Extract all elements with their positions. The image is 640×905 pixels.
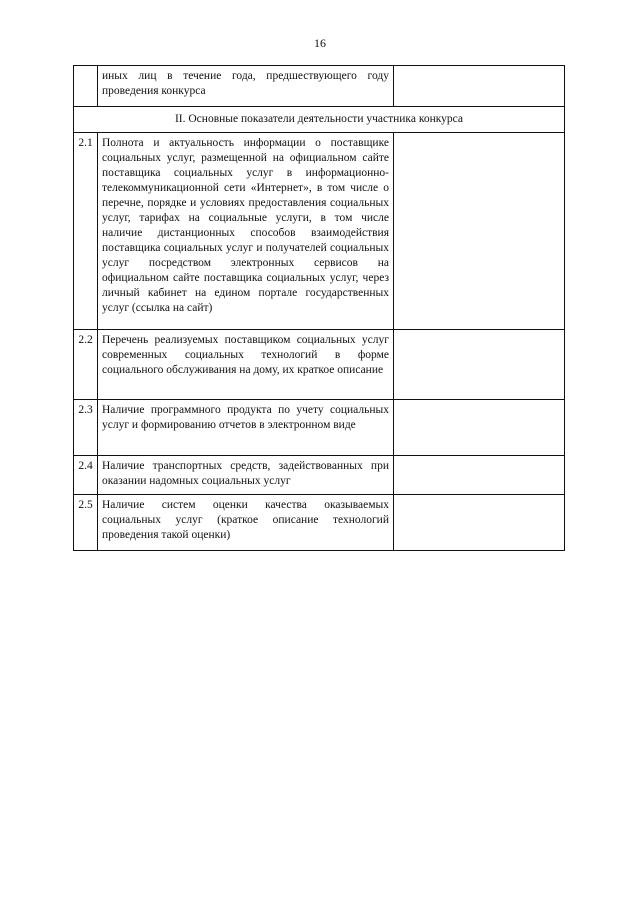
section-heading: II. Основные показатели деятельности участника конкурса <box>74 107 565 133</box>
table-row <box>74 495 565 551</box>
row-value-cell <box>394 330 565 400</box>
table-row <box>74 133 565 330</box>
row-number-cell: 2.3 <box>74 400 98 456</box>
row-number-cell: 2.4 <box>74 456 98 495</box>
indicators-table <box>73 65 565 551</box>
section-heading-row <box>74 107 565 133</box>
row-number-cell <box>74 66 98 107</box>
row-value-cell <box>394 495 565 551</box>
table-row-continuation <box>74 66 565 107</box>
row-value-cell <box>394 66 565 107</box>
table-row <box>74 400 565 456</box>
row-number-cell: 2.5 <box>74 495 98 551</box>
row-value-cell <box>394 400 565 456</box>
row-description-cell: Полнота и актуальность информации о поставщике социальных услуг, размещенной на официальном сайте поставщика социальных услуг в информационно-телекоммуникационной сети «Интернет», в том числе о перечне, порядке и условиях предоставления социальных услуг, тарифах на социальные услуги, в том числе наличие дистанционных способов взаимодействия поставщика социальных услуг и получателей социальных услуг посредством электронных сервисов на официальном сайте поставщика социальных услуг, через личный кабинет на едином портале государственных услуг (ссылка на сайт) <box>98 133 394 330</box>
row-description-cell: Перечень реализуемых поставщиком социальных услуг современных социальных технологий в форме социального обслуживания на дому, их краткое описание <box>98 330 394 400</box>
row-description-cell: иных лиц в течение года, предшествующего году проведения конкурса <box>98 66 394 107</box>
row-description-cell: Наличие программного продукта по учету социальных услуг и формированию отчетов в электронном виде <box>98 400 394 456</box>
table-row <box>74 456 565 495</box>
row-value-cell <box>394 456 565 495</box>
page-number: 16 <box>314 36 326 50</box>
row-description-cell: Наличие систем оценки качества оказываемых социальных услуг (краткое описание технологий проведения такой оценки) <box>98 495 394 551</box>
row-number-cell: 2.1 <box>74 133 98 330</box>
table-row <box>74 330 565 400</box>
row-number-cell: 2.2 <box>74 330 98 400</box>
row-value-cell <box>394 133 565 330</box>
row-description-cell: Наличие транспортных средств, задействованных при оказании надомных социальных услуг <box>98 456 394 495</box>
